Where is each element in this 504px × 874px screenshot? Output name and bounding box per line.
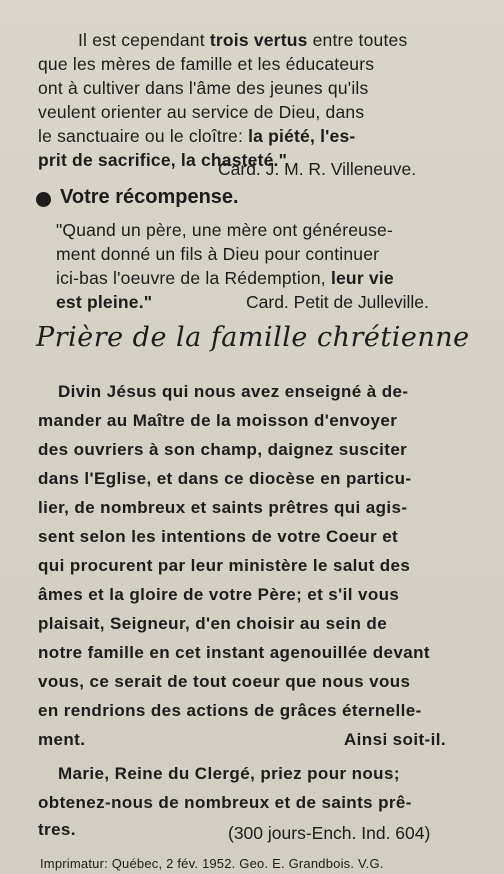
prayer-title: Prière de la famille chrétienne [36, 322, 470, 353]
marie-line: Marie, Reine du Clergé, priez pour nous; [58, 764, 400, 783]
prayer-line-end: ment. [38, 730, 86, 749]
marie-line: obtenez-nous de nombreux et de saints prê- [38, 793, 412, 812]
imprimatur: Imprimatur: Québec, 2 fév. 1952. Geo. E. Grandbois. V.G. [40, 856, 384, 871]
prayer-line: dans l'Eglise, et dans ce diocèse en particu- [38, 469, 412, 488]
quote1-author: Card. J. M. R. Villeneuve. [218, 159, 417, 179]
quote1-line-4: veulent orienter au service de Dieu, dans [38, 102, 365, 122]
quote2-line-4: est pleine." [56, 292, 153, 312]
prayer-line: des ouvriers à son champ, daignez susciter [38, 440, 408, 459]
quote1-line-5: le sanctuaire ou le cloître: la piété, l'es- [38, 126, 356, 146]
prayer-line: mander au Maître de la moisson d'envoyer [38, 411, 398, 430]
quote2-line-3: ici-bas l'oeuvre de la Rédemption, leur vie [56, 268, 394, 288]
prayer-line: sent selon les intentions de votre Coeur et [38, 527, 399, 546]
quote1-line-6: prit de sacrifice, la chasteté." [38, 150, 288, 170]
prayer-line: vous, ce serait de tout coeur que nous vous [38, 672, 411, 691]
prayer-line: lier, de nombreux et saints prêtres qui agis- [38, 498, 408, 517]
prayer-line: notre famille en cet instant agenouillée devant [38, 643, 430, 662]
quote2-line-2: ment donné un fils à Dieu pour continuer [56, 244, 380, 264]
prayer-line: âmes et la gloire de votre Père; et s'il vous [38, 585, 400, 604]
marie-line-end: tres. [38, 820, 76, 839]
bullet-icon [36, 192, 51, 207]
quote1-line-1: Il est cependant trois vertus entre toutes [78, 30, 408, 50]
quote1-line-3: ont à cultiver dans l'âme des jeunes qu'ils [38, 78, 369, 98]
prayer-amen: Ainsi soit-il. [344, 730, 446, 749]
prayer-line: qui procurent par leur ministère le salut des [38, 556, 411, 575]
prayer-line: Divin Jésus qui nous avez enseigné à de- [58, 382, 409, 401]
quote1-line-2: que les mères de famille et les éducateurs [38, 54, 375, 74]
indulgence: (300 jours-Ench. Ind. 604) [228, 823, 431, 843]
prayer-line: plaisait, Seigneur, d'en choisir au sein de [38, 614, 388, 633]
prayer-line: en rendrions des actions de grâces éternelle- [38, 701, 422, 720]
quote2-author: Card. Petit de Julleville. [246, 292, 429, 312]
quote2-line-1: "Quand un père, une mère ont généreuse- [56, 220, 394, 240]
section-heading: Votre récompense. [60, 186, 239, 208]
